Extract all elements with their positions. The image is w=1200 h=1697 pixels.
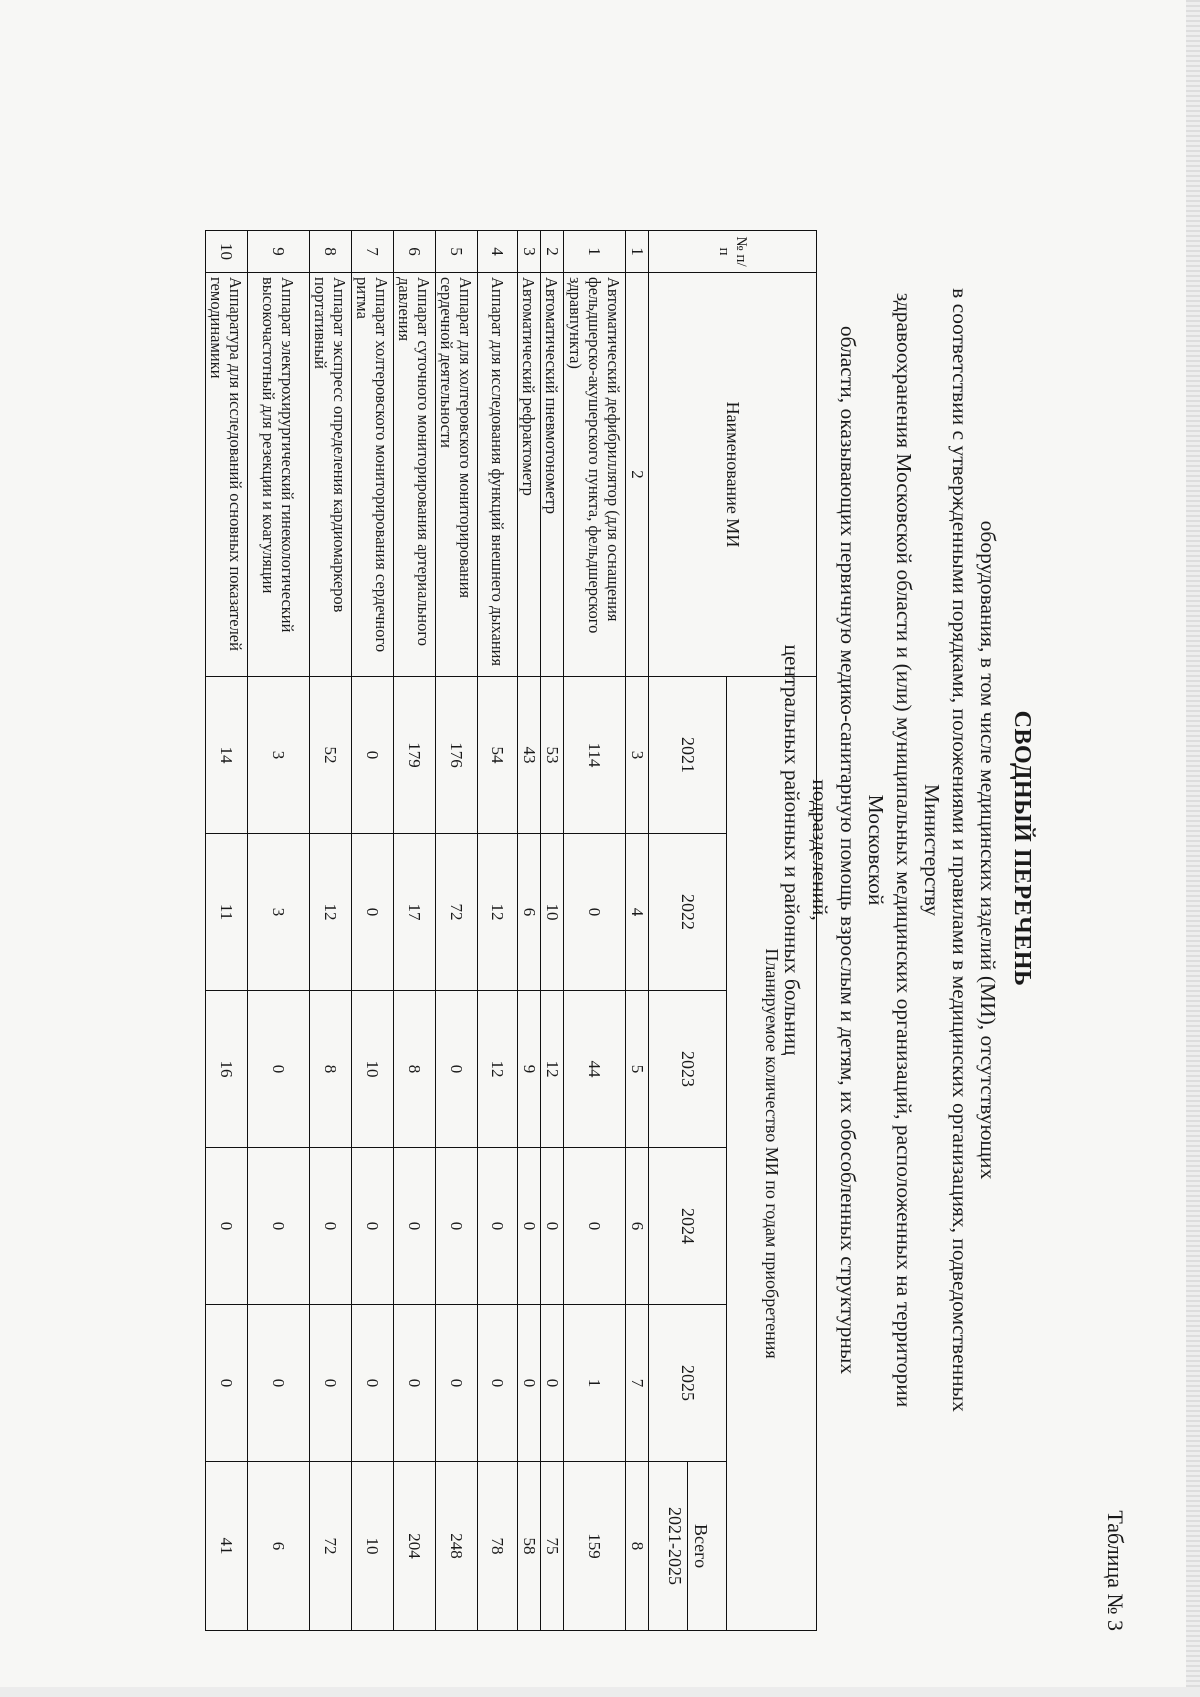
cell-total: 159 xyxy=(564,1462,626,1631)
cell-2021: 0 xyxy=(352,677,394,834)
cell-total: 41 xyxy=(206,1462,248,1631)
cell-total: 58 xyxy=(518,1462,541,1631)
subtitle-line: здравоохранения Московской области и (или) муниципальных медицинских организаций, расположенных на территории Московской xyxy=(864,292,916,1408)
row-num: 2 xyxy=(541,231,564,273)
table-row xyxy=(436,231,478,1631)
cell-2025: 0 xyxy=(436,1305,478,1462)
year-header: 2021 xyxy=(649,677,727,834)
cell-2025: 0 xyxy=(206,1305,248,1462)
cell-2021: 3 xyxy=(248,677,310,834)
cell-2025: 1 xyxy=(564,1305,626,1462)
cell-2025: 0 xyxy=(518,1305,541,1462)
cell-2023: 8 xyxy=(310,991,352,1148)
cell-total: 78 xyxy=(478,1462,518,1631)
row-name: Автоматический пневмотонометр xyxy=(541,273,564,677)
cell-2022: 12 xyxy=(310,834,352,991)
cell-2023: 16 xyxy=(206,991,248,1148)
cell-2022: 11 xyxy=(206,834,248,991)
row-num: 5 xyxy=(436,231,478,273)
index-cell: 7 xyxy=(626,1305,649,1462)
header-row xyxy=(727,231,817,1631)
cell-2024: 0 xyxy=(518,1148,541,1305)
cell-2021: 52 xyxy=(310,677,352,834)
row-name: Автоматический рефрактометр xyxy=(518,273,541,677)
row-num: 3 xyxy=(518,231,541,273)
cell-2023: 10 xyxy=(352,991,394,1148)
table-row xyxy=(478,231,518,1631)
year-header: 2024 xyxy=(649,1148,727,1305)
cell-2022: 0 xyxy=(352,834,394,991)
year-header: 2023 xyxy=(649,991,727,1148)
cell-2022: 72 xyxy=(436,834,478,991)
cell-total: 248 xyxy=(436,1462,478,1631)
cell-2024: 0 xyxy=(206,1148,248,1305)
row-name: Аппарат суточного мониторирования артериального давления xyxy=(394,273,436,677)
total-header xyxy=(649,1462,727,1631)
year-header: 2025 xyxy=(649,1305,727,1462)
cell-2025: 0 xyxy=(310,1305,352,1462)
cell-2021: 176 xyxy=(436,677,478,834)
cell-2022: 6 xyxy=(518,834,541,991)
cell-total: 10 xyxy=(352,1462,394,1631)
cell-2021: 43 xyxy=(518,677,541,834)
index-cell: 1 xyxy=(626,231,649,273)
cell-total: 75 xyxy=(541,1462,564,1631)
cell-total: 204 xyxy=(394,1462,436,1631)
table-row xyxy=(248,231,310,1631)
cell-2024: 0 xyxy=(352,1148,394,1305)
col-header-num: № п/п xyxy=(649,231,817,273)
table-row xyxy=(206,231,248,1631)
index-cell: 6 xyxy=(626,1148,649,1305)
row-num: 10 xyxy=(206,231,248,273)
cell-2022: 10 xyxy=(541,834,564,991)
cell-2023: 0 xyxy=(248,991,310,1148)
document-title: СВОДНЫЙ ПЕРЕЧЕНЬ xyxy=(1009,710,1035,987)
cell-2025: 0 xyxy=(478,1305,518,1462)
subtitle-line: центральных районных и районных больниц xyxy=(780,644,804,1056)
year-header: 2022 xyxy=(649,834,727,991)
row-num: 6 xyxy=(394,231,436,273)
row-num: 1 xyxy=(564,231,626,273)
subtitle-line: в соответствии с утвержденными порядками, положениями и правилами в медицинских организациях, подведомственных Министерству xyxy=(920,288,972,1412)
row-name: Аппарат для холтеровского мониторирования сердечной деятельности xyxy=(436,273,478,677)
index-cell: 4 xyxy=(626,834,649,991)
index-row xyxy=(626,231,649,1631)
row-num: 4 xyxy=(478,231,518,273)
cell-2022: 17 xyxy=(394,834,436,991)
table-row xyxy=(564,231,626,1631)
cell-2025: 0 xyxy=(394,1305,436,1462)
row-name: Аппарат экспресс определения кардиомаркеров портативный xyxy=(310,273,352,677)
row-name: Аппарат электрохирургический гинекологический высокочастотный для резекции и коагуляции xyxy=(248,273,310,677)
table-number: Таблица № 3 xyxy=(1103,1510,1128,1631)
cell-2025: 0 xyxy=(248,1305,310,1462)
cell-2024: 0 xyxy=(436,1148,478,1305)
row-name: Аппарат холтеровского мониторирования сердечного ритма xyxy=(352,273,394,677)
cell-2023: 12 xyxy=(541,991,564,1148)
cell-2023: 8 xyxy=(394,991,436,1148)
total-range: 2021-2025 xyxy=(665,1507,685,1586)
subtitle-line: области, оказывающих первичную медико-санитарную помощь взрослым и детям, их обособленных структурных подразделений, xyxy=(808,325,860,1375)
row-num: 9 xyxy=(248,231,310,273)
cell-2023: 0 xyxy=(436,991,478,1148)
table-row xyxy=(310,231,352,1631)
index-cell: 3 xyxy=(626,677,649,834)
cell-2024: 0 xyxy=(478,1148,518,1305)
cell-2024: 0 xyxy=(541,1148,564,1305)
cell-2023: 44 xyxy=(564,991,626,1148)
row-num: 7 xyxy=(352,231,394,273)
table-row xyxy=(352,231,394,1631)
row-name: Аппаратура для исследований основных показателей гемодинамики xyxy=(206,273,248,677)
row-num: 8 xyxy=(310,231,352,273)
cell-2023: 12 xyxy=(478,991,518,1148)
cell-2021: 53 xyxy=(541,677,564,834)
cell-2021: 14 xyxy=(206,677,248,834)
cell-2021: 114 xyxy=(564,677,626,834)
col-header-name: Наименование МИ xyxy=(649,273,817,677)
total-label: Всего xyxy=(687,1462,713,1630)
subtitle-line: оборудования, в том числе медицинских изделий (МИ), отсутствующих xyxy=(976,520,1000,1180)
cell-2025: 0 xyxy=(352,1305,394,1462)
cell-2024: 0 xyxy=(310,1148,352,1305)
col-header-planned: Планируемое количество МИ по годам приобретения xyxy=(727,677,817,1631)
cell-total: 72 xyxy=(310,1462,352,1631)
cell-2022: 3 xyxy=(248,834,310,991)
row-name: Автоматический дефибриллятор (для оснащения фельдшерско-акушерского пункта, фельдшерского здравпункта) xyxy=(564,273,626,677)
cell-2022: 12 xyxy=(478,834,518,991)
cell-2022: 0 xyxy=(564,834,626,991)
cell-2024: 0 xyxy=(248,1148,310,1305)
cell-total: 6 xyxy=(248,1462,310,1631)
index-cell: 5 xyxy=(626,991,649,1148)
index-cell: 2 xyxy=(626,273,649,677)
cell-2024: 0 xyxy=(394,1148,436,1305)
table-row xyxy=(518,231,541,1631)
cell-2021: 179 xyxy=(394,677,436,834)
index-cell: 8 xyxy=(626,1462,649,1631)
equipment-table xyxy=(205,230,817,1631)
row-name: Аппарат для исследования функций внешнего дыхания xyxy=(478,273,518,677)
cell-2023: 9 xyxy=(518,991,541,1148)
table-row xyxy=(394,231,436,1631)
table-row xyxy=(541,231,564,1631)
cell-2024: 0 xyxy=(564,1148,626,1305)
cell-2025: 0 xyxy=(541,1305,564,1462)
cell-2021: 54 xyxy=(478,677,518,834)
